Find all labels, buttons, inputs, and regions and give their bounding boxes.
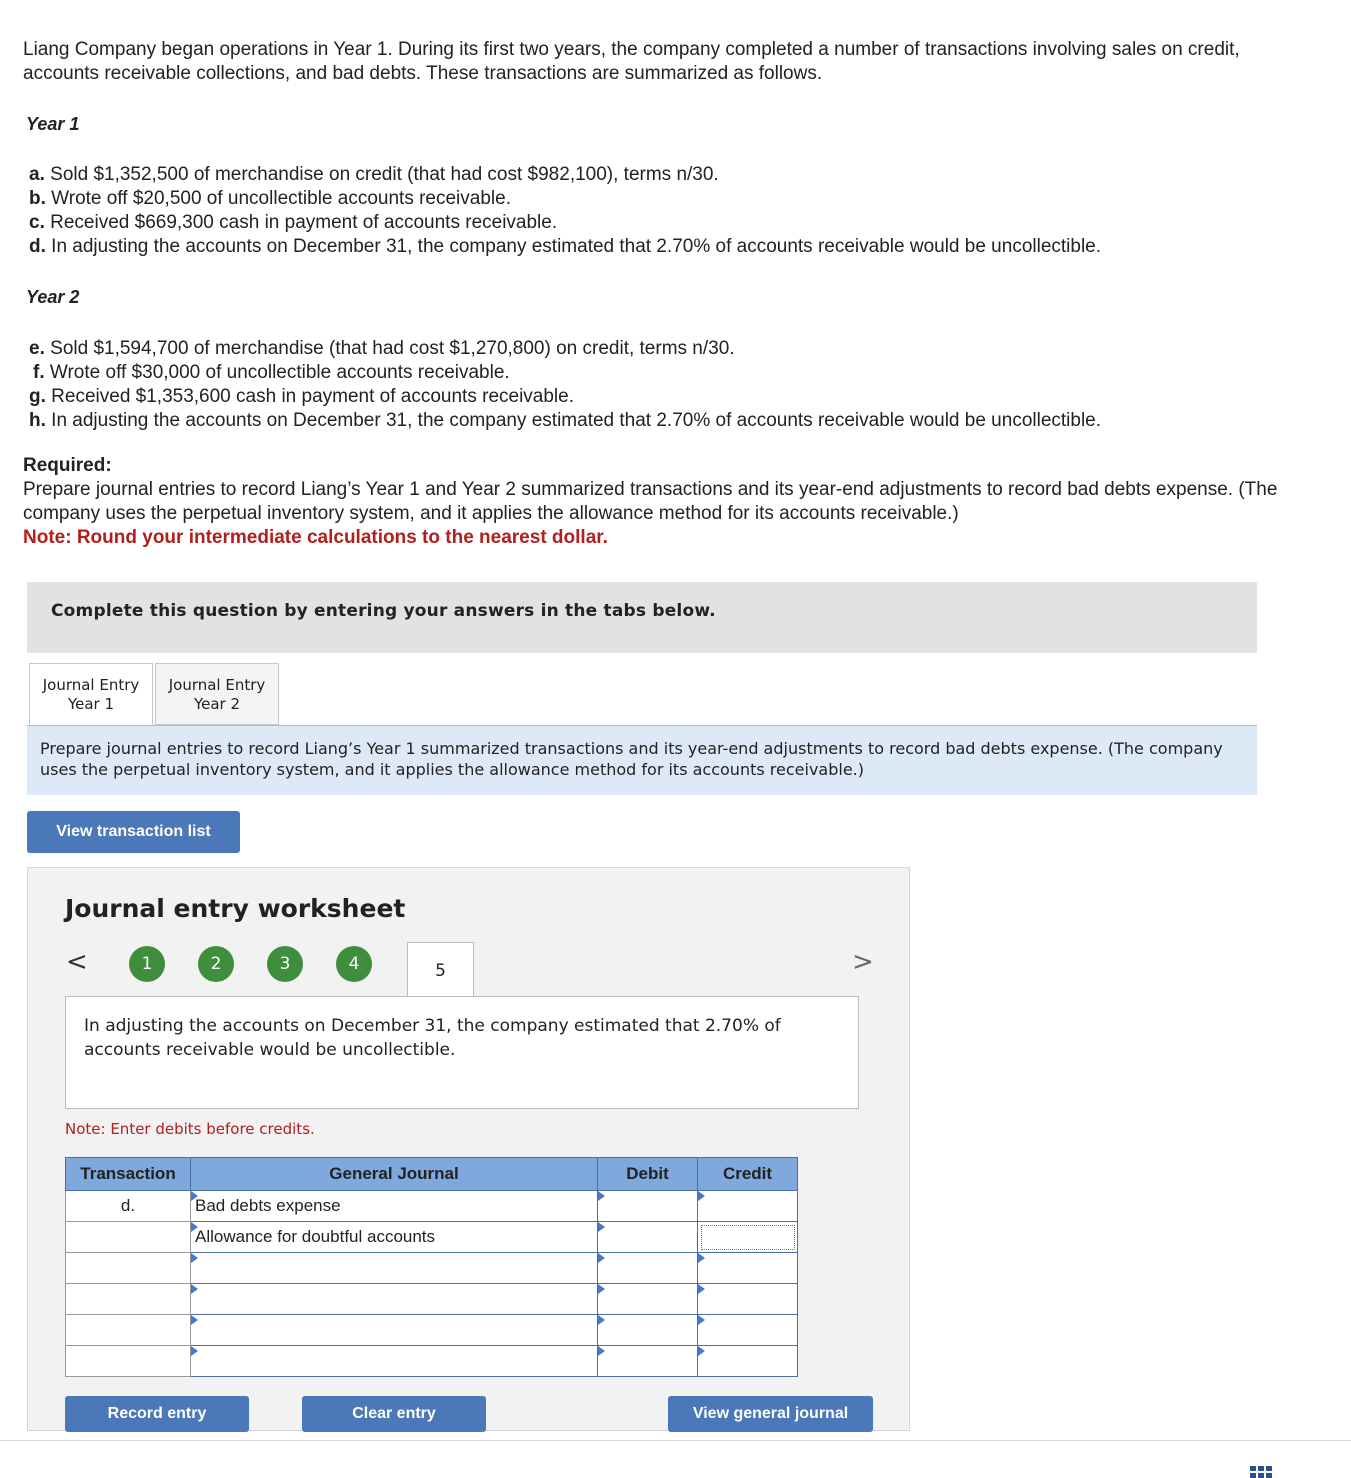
- debit-input[interactable]: [598, 1191, 698, 1222]
- credit-input[interactable]: [698, 1346, 798, 1377]
- account-input[interactable]: Bad debts expense: [191, 1191, 598, 1222]
- transaction-cell: [66, 1222, 191, 1253]
- worksheet-title: Journal entry worksheet: [65, 894, 406, 923]
- debit-input[interactable]: [598, 1253, 698, 1284]
- list-item: h. In adjusting the accounts on December 31, the company estimated that 2.70% of accounts receivable would be uncollectible.: [29, 410, 1102, 431]
- prev-arrow-icon[interactable]: <: [66, 947, 88, 977]
- table-row: [66, 1222, 798, 1253]
- transaction-cell: [66, 1284, 191, 1315]
- debits-note: Note: Enter debits before credits.: [65, 1120, 315, 1138]
- tab-instruction: Prepare journal entries to record Liang’s Year 1 summarized transactions and its year-end adjustments to record bad debts expense. (The company uses the perpetual inventory system, and it applies the allowance method for its accounts receivable.): [27, 726, 1257, 795]
- step-3[interactable]: 3: [267, 946, 303, 982]
- debit-input[interactable]: [598, 1346, 698, 1377]
- col-credit: Credit: [698, 1158, 798, 1191]
- debit-input[interactable]: [598, 1222, 698, 1253]
- tab-label: Journal Entry: [168, 676, 266, 694]
- view-general-journal-button[interactable]: View general journal: [668, 1396, 873, 1432]
- step-5-current[interactable]: 5: [407, 942, 474, 998]
- year1-list: [29, 163, 1101, 259]
- intro-text: Liang Company began operations in Year 1. During its first two years, the company completed a number of transactions involving sales on credit, accounts receivable collections, and bad debts. These transactions are summarized as follows.: [23, 39, 1240, 84]
- table-row: [66, 1253, 798, 1284]
- account-input[interactable]: Allowance for doubtful accounts: [191, 1222, 598, 1253]
- year2-heading: Year 2: [26, 287, 80, 307]
- required-text: Prepare journal entries to record Liang’s Year 1 and Year 2 summarized transactions and its year-end adjustments to record bad debts expense. (The company uses the perpetual inventory system, and it applies the allowance method for its accounts receivable.): [23, 479, 1278, 524]
- step-1[interactable]: 1: [129, 946, 165, 982]
- record-entry-button[interactable]: Record entry: [65, 1396, 249, 1432]
- transaction-cell: d.: [66, 1191, 191, 1222]
- transaction-cell: [66, 1253, 191, 1284]
- table-row: [66, 1284, 798, 1315]
- step-4[interactable]: 4: [336, 946, 372, 982]
- tab-label: Journal Entry: [42, 676, 140, 694]
- col-transaction: Transaction: [66, 1158, 191, 1191]
- year1-heading: Year 1: [26, 114, 80, 134]
- required-title: Required:: [23, 455, 112, 476]
- account-input[interactable]: [191, 1315, 598, 1346]
- account-input[interactable]: [191, 1253, 598, 1284]
- col-general-journal: General Journal: [191, 1158, 598, 1191]
- year2-list: [29, 337, 1101, 433]
- list-item: g. Received $1,353,600 cash in payment of accounts receivable.: [29, 386, 574, 407]
- complete-bar-text: Complete this question by entering your answers in the tabs below.: [51, 601, 716, 621]
- clear-entry-button[interactable]: Clear entry: [302, 1396, 486, 1432]
- credit-input[interactable]: [698, 1222, 798, 1253]
- transaction-cell: [66, 1346, 191, 1377]
- table-row: [66, 1191, 798, 1222]
- transaction-description: In adjusting the accounts on December 31, the company estimated that 2.70% of accounts receivable would be uncollectible.: [65, 996, 859, 1109]
- view-transaction-list-button[interactable]: View transaction list: [27, 811, 240, 853]
- journal-table: [65, 1157, 798, 1377]
- complete-question-bar: [27, 582, 1257, 653]
- table-row: [66, 1346, 798, 1377]
- account-input[interactable]: [191, 1346, 598, 1377]
- journal-entry-worksheet: [27, 867, 910, 1431]
- problem-intro: [23, 38, 1293, 86]
- footer-divider: [0, 1440, 1351, 1441]
- tab-label: Year 2: [193, 695, 241, 713]
- list-item: b. Wrote off $20,500 of uncollectible accounts receivable.: [29, 188, 511, 209]
- credit-input[interactable]: [698, 1191, 798, 1222]
- table-row: [66, 1315, 798, 1346]
- debit-input[interactable]: [598, 1284, 698, 1315]
- list-item: d. In adjusting the accounts on December 31, the company estimated that 2.70% of accounts receivable would be uncollectible.: [29, 236, 1102, 257]
- tab-journal-entry-year2[interactable]: [155, 663, 279, 725]
- next-arrow-icon[interactable]: >: [852, 947, 874, 977]
- rounding-note: Note: Round your intermediate calculations to the nearest dollar.: [23, 527, 608, 548]
- tab-label: Year 1: [67, 695, 115, 713]
- credit-input[interactable]: [698, 1315, 798, 1346]
- transaction-cell: [66, 1315, 191, 1346]
- grid-menu-icon[interactable]: [1250, 1466, 1272, 1478]
- account-input[interactable]: [191, 1284, 598, 1315]
- list-item: e. Sold $1,594,700 of merchandise (that had cost $1,270,800) on credit, terms n/30.: [29, 338, 735, 359]
- list-item: c. Received $669,300 cash in payment of accounts receivable.: [29, 212, 558, 233]
- debit-input[interactable]: [598, 1315, 698, 1346]
- tab-journal-entry-year1[interactable]: [29, 663, 153, 725]
- step-2[interactable]: 2: [198, 946, 234, 982]
- required-section: [23, 454, 1293, 550]
- credit-input[interactable]: [698, 1253, 798, 1284]
- credit-input[interactable]: [698, 1284, 798, 1315]
- list-item: a. Sold $1,352,500 of merchandise on credit (that had cost $982,100), terms n/30.: [29, 164, 719, 185]
- list-item: f. Wrote off $30,000 of uncollectible accounts receivable.: [33, 362, 510, 383]
- col-debit: Debit: [598, 1158, 698, 1191]
